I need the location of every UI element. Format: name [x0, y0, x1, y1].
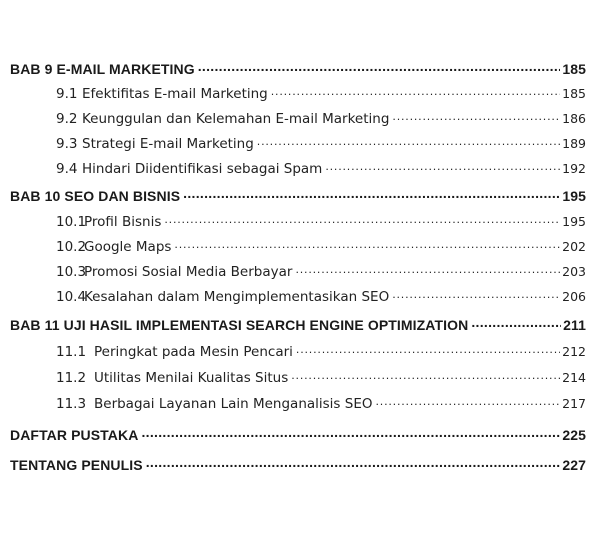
toc-entry-number: 9.4	[56, 160, 78, 177]
toc-entry-10-1	[56, 212, 586, 230]
toc-entry-title: Keunggulan dan Kelemahan E-mail Marketing	[82, 110, 390, 127]
toc-leader-dots	[291, 368, 560, 382]
toc-leader-dots	[392, 109, 560, 123]
toc-leader-dots	[375, 394, 560, 408]
toc-entry-page: 212	[562, 343, 586, 359]
toc-entry-number: 10.1	[56, 213, 87, 230]
toc-leader-dots	[295, 262, 560, 276]
toc-entry-11-2	[56, 368, 586, 386]
toc-entry-number: 11.1	[56, 343, 87, 360]
toc-entry-title: Efektifitas E-mail Marketing	[82, 85, 268, 102]
toc-entry-page: 227	[562, 457, 586, 473]
toc-entry-daftar-pustaka	[10, 426, 586, 443]
toc-leader-dots	[164, 212, 560, 226]
toc-entry-number: 9.3	[56, 135, 78, 152]
toc-entry-number: 10.2	[56, 238, 87, 255]
toc-entry-title: BAB 9 E-MAIL MARKETING	[10, 61, 195, 77]
toc-entry-title: TENTANG PENULIS	[10, 457, 143, 473]
toc-entry-9-2	[56, 109, 586, 127]
toc-leader-dots	[174, 237, 560, 251]
toc-entry-11-3	[56, 394, 586, 412]
toc-leader-dots	[296, 342, 560, 356]
toc-entry-page: 185	[562, 61, 586, 77]
toc-entry-page: 203	[562, 263, 586, 279]
toc-entry-title: Peringkat pada Mesin Pencari	[94, 343, 293, 360]
toc-entry-title: BAB 10 SEO DAN BISNIS	[10, 188, 181, 204]
toc-leader-dots	[392, 287, 560, 301]
toc-entry-title: Strategi E-mail Marketing	[82, 135, 254, 152]
toc-entry-title: Profil Bisnis	[84, 213, 162, 230]
toc-entry-number: 11.3	[56, 395, 87, 412]
toc-entry-bab-10	[10, 187, 586, 204]
toc-entry-page: 185	[562, 85, 586, 101]
toc-leader-dots	[141, 426, 560, 440]
toc-entry-10-2	[56, 237, 586, 255]
toc-entry-bab-9	[10, 60, 586, 77]
toc-entry-10-4	[56, 287, 586, 305]
toc-entry-page: 192	[562, 160, 586, 176]
toc-entry-page: 206	[562, 288, 586, 304]
toc-entry-page: 225	[562, 427, 586, 443]
toc-leader-dots	[271, 84, 560, 98]
toc-leader-dots	[183, 187, 560, 201]
toc-entry-page: 202	[562, 238, 586, 254]
toc-entry-title: Google Maps	[84, 238, 172, 255]
toc-entry-number: 11.2	[56, 369, 87, 386]
toc-entry-page: 186	[562, 110, 586, 126]
toc-entry-number: 10.3	[56, 263, 87, 280]
toc-entry-bab-11	[10, 316, 586, 333]
toc-entry-9-4	[56, 159, 586, 177]
toc-entry-page: 195	[562, 188, 586, 204]
toc-entry-number: 9.2	[56, 110, 78, 127]
toc-entry-number: 9.1	[56, 85, 78, 102]
toc-entry-title: Hindari Diidentifikasi sebagai Spam	[82, 160, 323, 177]
toc-entry-11-1	[56, 342, 586, 360]
toc-leader-dots	[198, 60, 561, 74]
toc-leader-dots	[146, 456, 561, 470]
toc-entry-page: 214	[562, 369, 586, 385]
toc-entry-10-3	[56, 262, 586, 280]
toc-entry-page: 211	[563, 317, 586, 333]
toc-entry-9-1	[56, 84, 586, 102]
toc-entry-title: DAFTAR PUSTAKA	[10, 427, 139, 443]
toc-entry-title: Kesalahan dalam Mengimplementasikan SEO	[84, 288, 390, 305]
toc-entry-page: 217	[562, 395, 586, 411]
toc-entry-title: Utilitas Menilai Kualitas Situs	[94, 369, 289, 386]
toc-entry-tentang-penulis	[10, 456, 586, 473]
toc-leader-dots	[471, 316, 561, 330]
toc-entry-number: 10.4	[56, 288, 87, 305]
toc-entry-title: BAB 11 UJI HASIL IMPLEMENTASI SEARCH ENGINE OPTIMIZATION	[10, 317, 469, 333]
toc-leader-dots	[325, 159, 560, 173]
toc-entry-title: Promosi Sosial Media Berbayar	[84, 263, 293, 280]
toc-entry-title: Berbagai Layanan Lain Menganalisis SEO	[94, 395, 373, 412]
toc-leader-dots	[257, 134, 560, 148]
toc-entry-9-3	[56, 134, 586, 152]
toc-entry-page: 189	[562, 135, 586, 151]
toc-entry-page: 195	[562, 213, 586, 229]
